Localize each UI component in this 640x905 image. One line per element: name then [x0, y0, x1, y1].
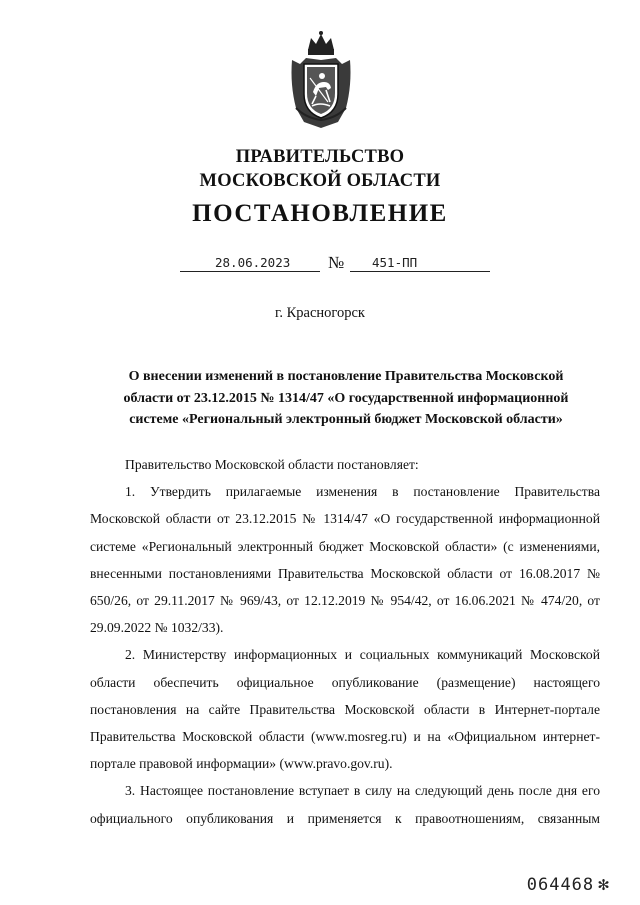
document-type: ПОСТАНОВЛЕНИЕ — [192, 200, 448, 227]
city: г. Красногорск — [275, 305, 365, 321]
date-number-line — [180, 253, 490, 277]
number-sign: № — [328, 253, 345, 272]
organization-name — [0, 145, 640, 193]
body-paragraph-2: 2. Министерству информационных и социальных коммуникаций Московской области обеспечить официальное опубликование (размещение) настоящего постановления на сайте Правительства Московской области в Интернет-портале Правительства Московской области (www.mosreg.ru) и на «Официальном интернет-портале правовой информации» (www.pravo.gov.ru). — [90, 647, 600, 772]
title-line-2: области от 23.12.2015 № 1314/47 «О государственной информационной — [123, 390, 569, 406]
org-line-1: ПРАВИТЕЛЬСТВО — [235, 147, 405, 167]
form-serial — [527, 874, 610, 895]
document-number: 451-ПП — [372, 255, 418, 270]
body-paragraph-3: 3. Настоящее постановление вступает в силу на следующий день после дня его официального опубликования и применяется к правоотношениям, связанным — [90, 783, 600, 826]
title-line-3: системе «Региональный электронный бюджет Московской области» — [129, 412, 563, 427]
org-line-2: МОСКОВСКОЙ ОБЛАСТИ — [199, 171, 441, 191]
coat-of-arms-icon — [286, 30, 356, 130]
document-body — [90, 451, 600, 832]
document-date: 28.06.2023 — [215, 255, 291, 270]
number-underline — [350, 271, 490, 272]
title-line-1: О внесении изменений в постановление Правительства Московской — [128, 369, 564, 384]
body-paragraph-1: 1. Утвердить прилагаемые изменения в постановление Правительства Московской области от 23.12.2015 № 1314/47 «О государственной информационной системе «Региональный электронный бюджет Московской области» (с изменениями, внесенными постановлениями Правительства Московской области от 16.08.2017 № 650/26, от 29.11.2017 № 969/43, от 12.12.2019 № 954/42, от 16.06.2021 № 474/20, от 29.09.2022 № 1032/33). — [90, 484, 600, 636]
asterisk-mark-icon: ✻ — [598, 874, 610, 895]
body-intro: Правительство Московской области постановляет: — [125, 457, 419, 472]
date-underline — [180, 271, 320, 272]
serial-number: 064468 — [526, 875, 595, 895]
document-title — [90, 366, 602, 431]
